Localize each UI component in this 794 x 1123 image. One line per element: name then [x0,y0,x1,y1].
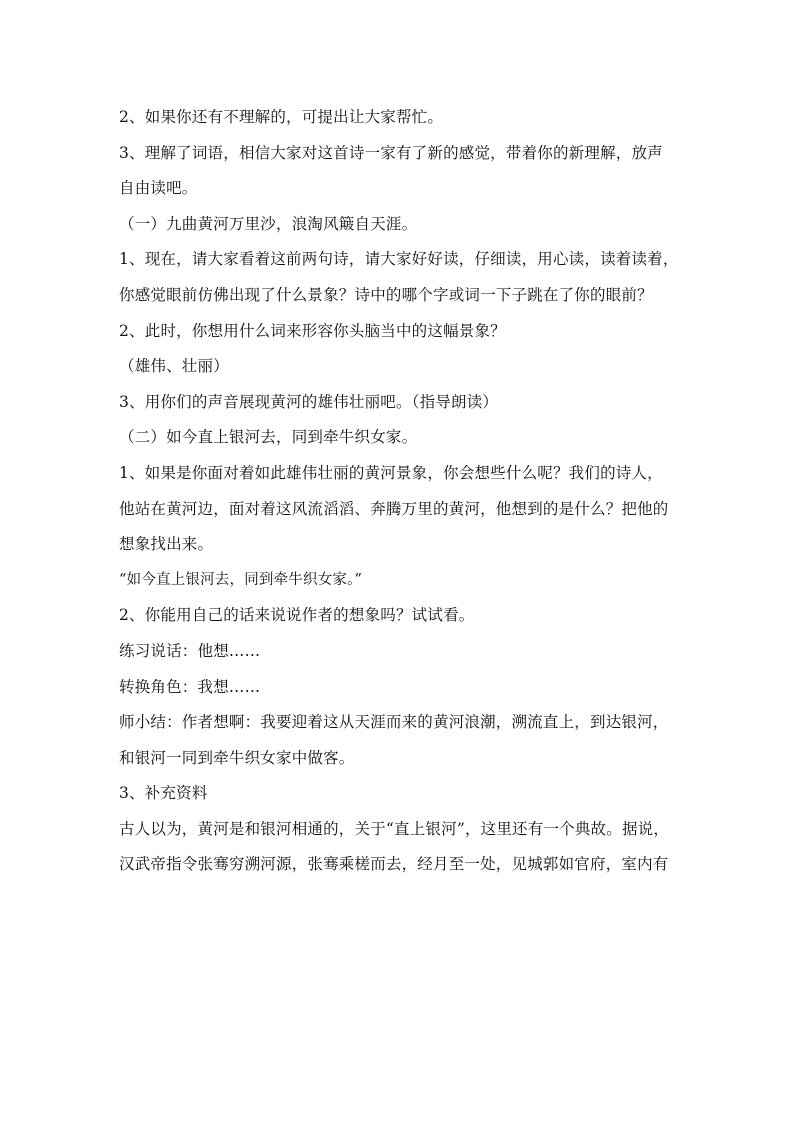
text-line: 2、你能用自己的话来说说作者的想象吗？试试看。 [119,606,475,625]
text-line: 古人以为，黄河是和银河相通的，关于“直上银河”，这里还有一个典故。据说， [119,819,670,838]
text-line: 自由读吧。 [119,179,198,198]
document-body [119,103,689,886]
text-line: 想象找出来。 [119,535,214,554]
text-line: 3、用你们的声音展现黄河的雄伟壮丽吧。（指导朗读） [119,392,499,411]
text-line: 2、如果你还有不理解的，可提出让大家帮忙。 [119,108,444,126]
text-line: 1、现在，请大家看着这前两句诗，请大家好好读，仔细读，用心读，读着读着， [119,250,679,269]
text-line: 他站在黄河边，面对着这风流滔滔、奔腾万里的黄河，他想到的是什么？把他的 [119,499,669,518]
text-line: 转换角色：我想…… [119,677,261,696]
text-line: 和银河一同到牵牛织女家中做客。 [119,748,355,767]
text-line: 2、此时，你想用什么词来形容你头脑当中的这幅景象？ [119,321,506,340]
quote-line: “如今直上银河去，同到牵牛织女家。” [119,571,363,588]
section-heading: （二）如今直上银河去，同到牵牛织女家。 [119,428,418,447]
text-line: 3、补充资料 [119,784,208,803]
section-heading: （一）九曲黄河万里沙，浪淘风簸自天涯。 [119,214,418,233]
text-line: 1、如果是你面对着如此雄伟壮丽的黄河景象，你会想些什么呢？我们的诗人， [119,463,663,482]
text-line: 师小结：作者想啊：我要迎着这从天涯而来的黄河浪潮，溯流直上，到达银河， [119,713,669,732]
text-line: 3、理解了词语，相信大家对这首诗一家有了新的感觉，带着你的新理解，放声 [119,143,663,162]
text-line: 练习说话：他想…… [119,641,261,660]
text-line: （雄伟、壮丽） [119,357,229,376]
text-line: 你感觉眼前仿佛出现了什么景象？诗中的哪个字或词一下子跳在了你的眼前？ [119,285,653,304]
text-line: 汉武帝指令张骞穷溯河源，张骞乘槎而去，经月至一处，见城郭如官府，室内有 [119,855,669,874]
